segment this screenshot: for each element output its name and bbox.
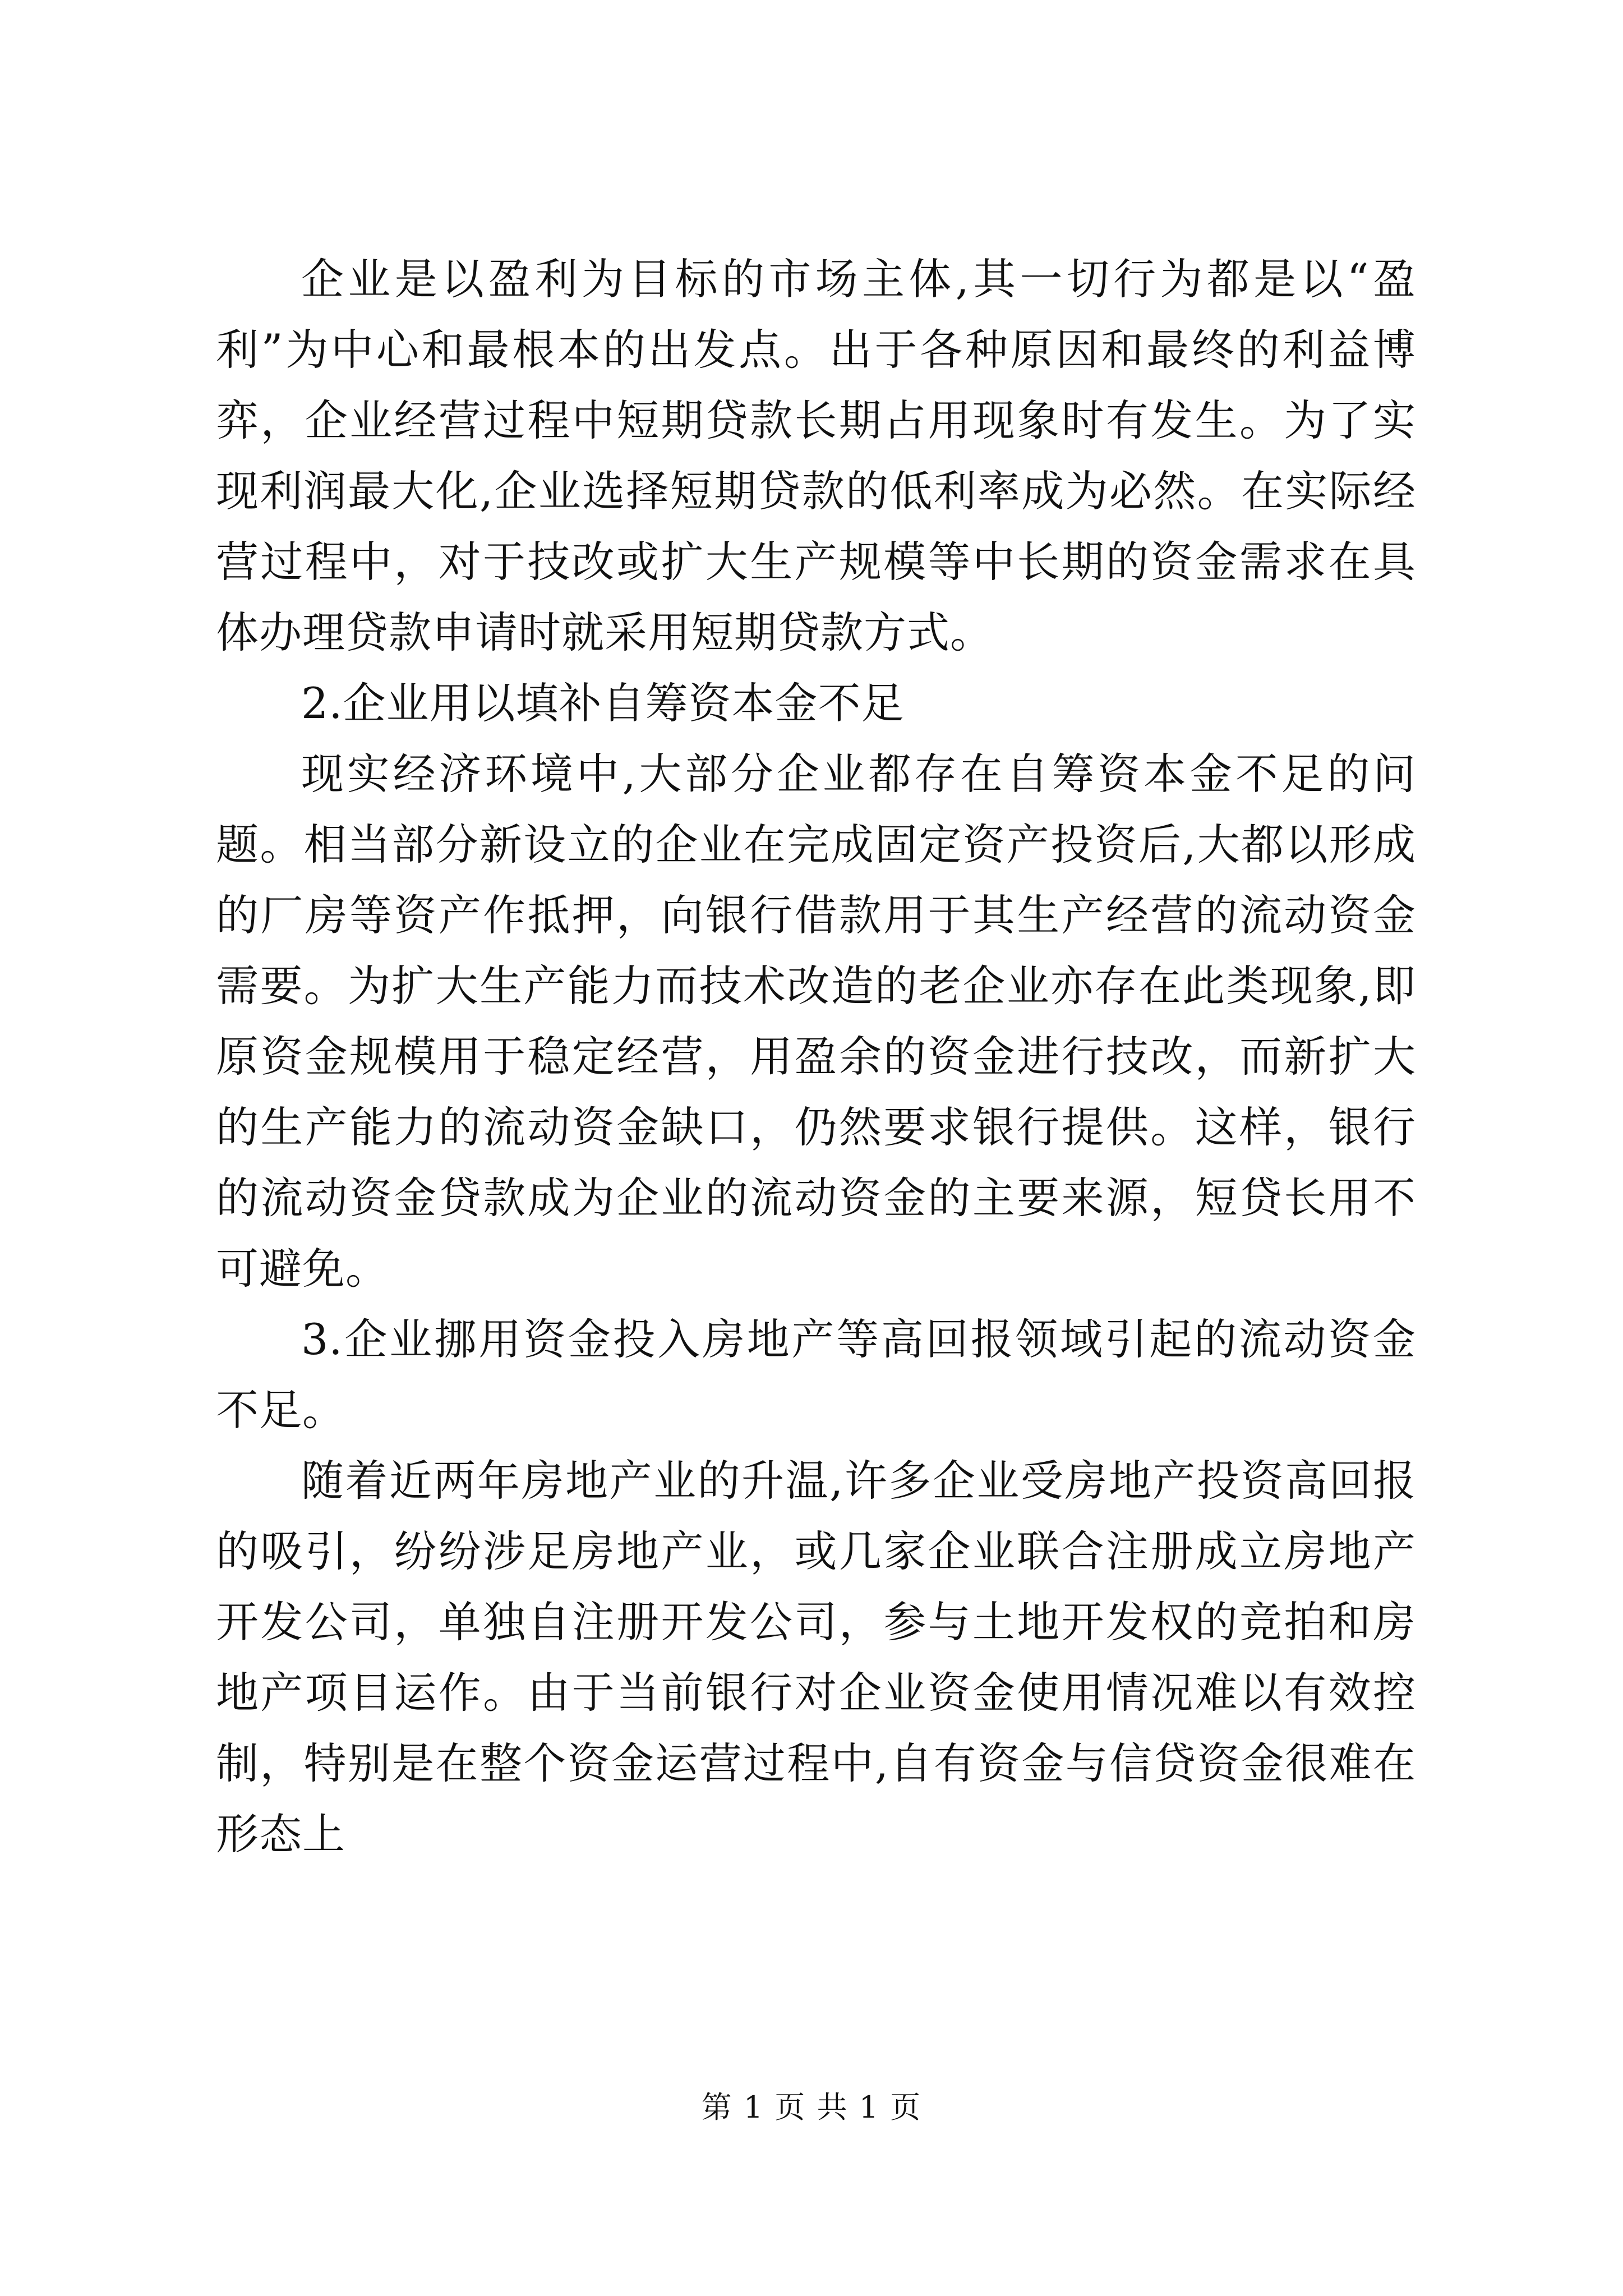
heading-item-2: 2.企业用以填补自筹资本金不足 xyxy=(301,678,905,728)
page-footer: 第 1 页 共 1 页 xyxy=(701,2090,922,2125)
heading-item-3: 3.企业挪用资金投入房地产等高回报领域引起的流动资金不足。 xyxy=(216,1314,1416,1435)
paragraph-capital-shortfall: 现实经济环境中,大部分企业都存在自筹资本金不足的问题。相当部分新设立的企业在完成固定资产投资后,大都以形成的厂房等资产作抵押，向银行借款用于其生产经营的流动资金需要。为扩大生产能力而技术改造的老企业亦存在此类现象,即原资金规模用于稳定经营，用盈余的资金进行技改，而新扩大的生产能力的流动资金缺口，仍然要求银行提供。这样，银行的流动资金贷款成为企业的流动资金的主要来源，短贷长用不可避免。 xyxy=(216,749,1416,1294)
document-body xyxy=(216,244,1416,1870)
paragraph-profit-motive: 企业是以盈利为目标的市场主体,其一切行为都是以“盈利”为中心和最根本的出发点。出于各种原因和最终的利益博弈，企业经营过程中短期贷款长期占用现象时有发生。为了实现利润最大化,企业选择短期贷款的低利率成为必然。在实际经营过程中，对于技改或扩大生产规模等中长期的资金需求在具体办理贷款申请时就采用短期贷款方式。 xyxy=(216,254,1416,657)
paragraph-real-estate: 随着近两年房地产业的升温,许多企业受房地产投资高回报的吸引，纷纷涉足房地产业，或几家企业联合注册成立房地产开发公司，单独自注册开发公司，参与土地开发权的竞拍和房地产项目运作。由于当前银行对企业资金使用情况难以有效控制，特别是在整个资金运营过程中,自有资金与信贷资金很难在形态上 xyxy=(216,1456,1416,1859)
